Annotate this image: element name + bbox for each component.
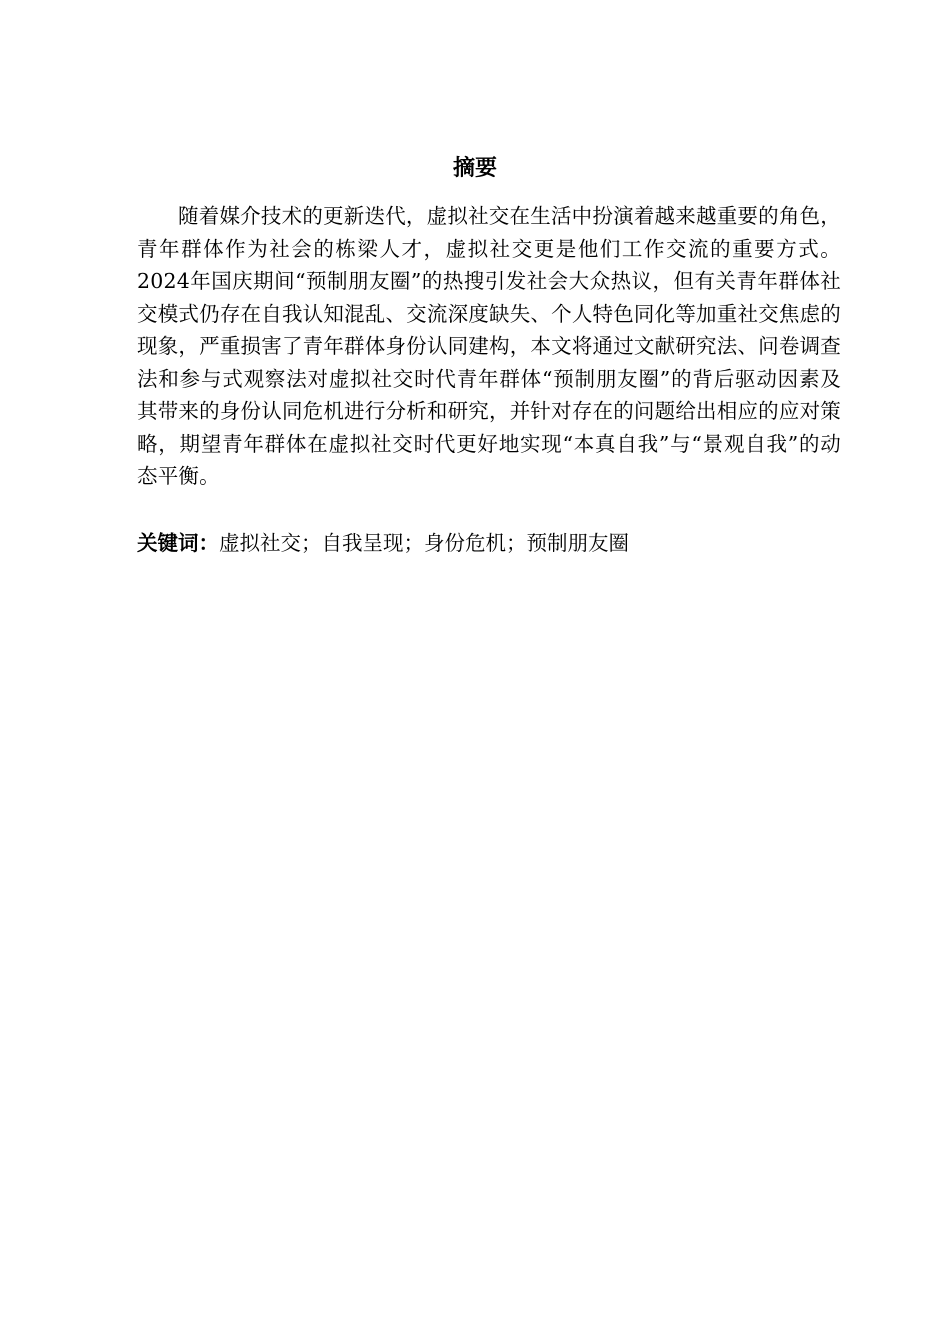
abstract-body: 随着媒介技术的更新迭代，虚拟社交在生活中扮演着越来越重要的角色，青年群体作为社会的栋梁人才，虚拟社交更是他们工作交流的重要方式。2024年国庆期间“预制朋友圈”的热搜引发社会大众热议，但有关青年群体社交模式仍存在自我认知混乱、交流深度缺失、个人特色同化等加重社交焦虑的现象，严重损害了青年群体身份认同建构，本文将通过文献研究法、问卷调查法和参与式观察法对虚拟社交时代青年群体“预制朋友圈”的背后驱动因素及其带来的身份认同危机进行分析和研究，并针对存在的问题给出相应的应对策略，期望青年群体在虚拟社交时代更好地实现“本真自我”与“景观自我”的动态平衡。 [137, 204, 841, 488]
keywords-label: 关键词： [137, 531, 219, 555]
abstract-title: 摘要 [452, 156, 497, 181]
keywords-line [137, 527, 841, 559]
keywords-value: 虚拟社交；自我呈现；身份危机；预制朋友圈 [219, 531, 629, 555]
